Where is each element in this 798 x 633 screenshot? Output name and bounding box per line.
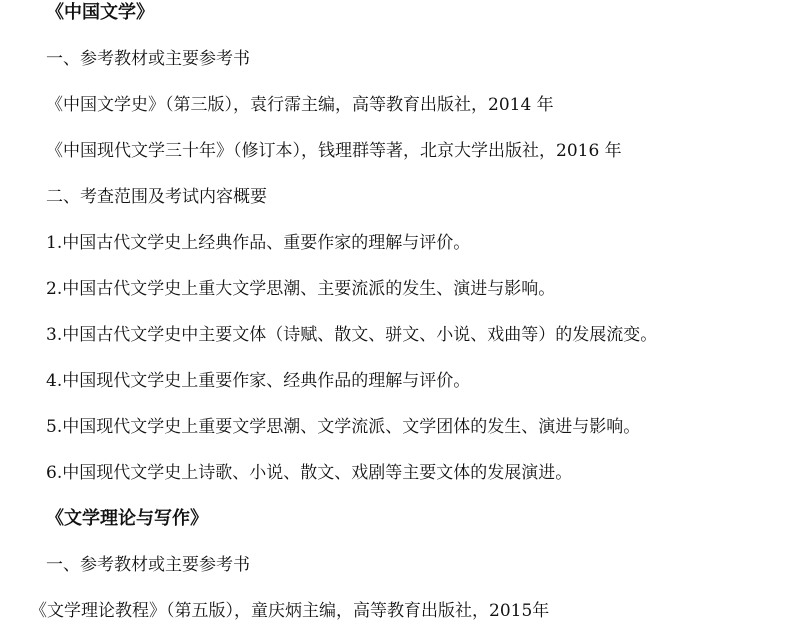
exam-scope-item: 2.中国古代文学史上重大文学思潮、主要流派的发生、演进与影响。: [46, 279, 556, 299]
reference-book: 《文学理论教程》（第五版），童庆炳主编，高等教育出版社，2015年: [30, 601, 550, 621]
section-title-chinese-literature: 《中国文学》: [46, 2, 154, 23]
section-heading-reference-books: 一、参考教材或主要参考书: [46, 555, 250, 575]
exam-scope-item: 3.中国古代文学史中主要文体（诗赋、散文、骈文、小说、戏曲等）的发展流变。: [46, 325, 658, 345]
section-heading-exam-scope: 二、考查范围及考试内容概要: [46, 187, 267, 207]
exam-scope-item: 1.中国古代文学史上经典作品、重要作家的理解与评价。: [46, 233, 471, 253]
section-heading-reference-books: 一、参考教材或主要参考书: [46, 49, 250, 69]
section-title-literary-theory: 《文学理论与写作》: [46, 508, 208, 529]
exam-scope-item: 4.中国现代文学史上重要作家、经典作品的理解与评价。: [46, 371, 471, 391]
exam-scope-item: 5.中国现代文学史上重要文学思潮、文学流派、文学团体的发生、演进与影响。: [46, 417, 641, 437]
reference-book: 《中国现代文学三十年》（修订本），钱理群等著，北京大学出版社，2016 年: [46, 141, 622, 161]
exam-scope-item: 6.中国现代文学史上诗歌、小说、散文、戏剧等主要文体的发展演进。: [46, 463, 573, 483]
reference-book: 《中国文学史》（第三版），袁行霈主编，高等教育出版社，2014 年: [46, 95, 554, 115]
